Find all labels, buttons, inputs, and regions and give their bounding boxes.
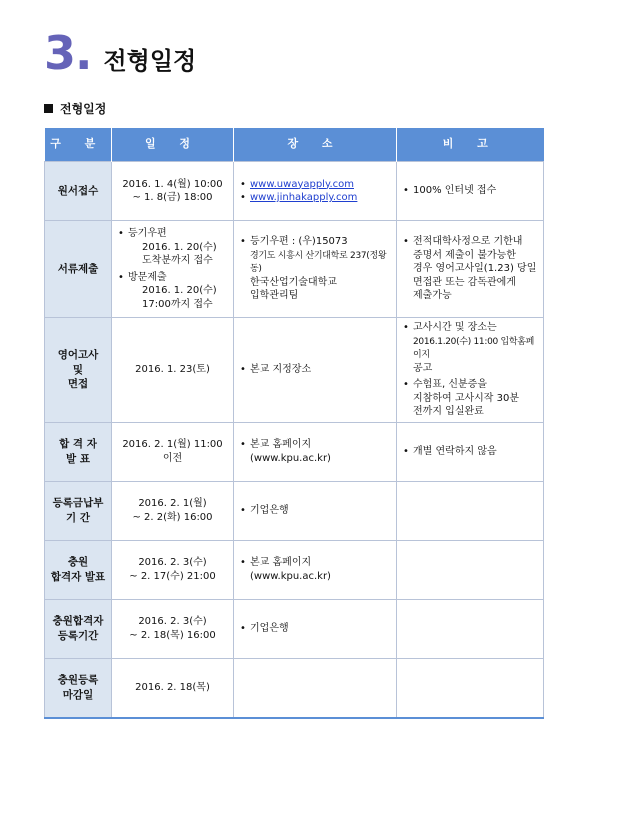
row-note: • 개별 연락하지 않음 bbox=[397, 422, 544, 481]
table-header-row bbox=[45, 128, 544, 162]
row-place: • 본교 지정장소 bbox=[234, 318, 397, 423]
section-number: 3. bbox=[44, 26, 92, 80]
subheading-text: 전형일정 bbox=[60, 102, 107, 116]
row-schedule: • 등기우편 2016. 1. 20(수) 도착분까지 접수 • 방문제출 2016. 1. 20(수) 17:00까지 접수 bbox=[112, 221, 234, 318]
table-row bbox=[45, 599, 544, 658]
table-row bbox=[45, 162, 544, 221]
row-category: 서류제출 bbox=[45, 221, 112, 318]
row-schedule: 2016. 1. 4(월) 10:00 ~ 1. 8(금) 18:00 bbox=[112, 162, 234, 221]
row-note bbox=[397, 481, 544, 540]
row-category: 충원 합격자 발표 bbox=[45, 540, 112, 599]
row-place: • 등기우편 : (우)15073 경기도 시흥시 산기대학로 237(정왕동) 한국산업기술대학교 입학관리팀 bbox=[234, 221, 397, 318]
uwayapply-link[interactable]: www.uwayapply.com bbox=[250, 178, 354, 190]
row-place: • 본교 홈페이지(www.kpu.ac.kr) bbox=[234, 540, 397, 599]
row-note: • 고사시간 및 장소는 2016.1.20(수) 11:00 입학홈페이지 공고 • 수험표, 신분증을 지참하여 고사시작 30분 전까지 입실완료 bbox=[397, 318, 544, 423]
row-category: 충원등록 마감일 bbox=[45, 658, 112, 718]
row-place: • 기업은행 bbox=[234, 599, 397, 658]
row-category: 등록금납부 기 간 bbox=[45, 481, 112, 540]
table-row bbox=[45, 481, 544, 540]
table-row bbox=[45, 318, 544, 423]
row-category: 충원합격자 등록기간 bbox=[45, 599, 112, 658]
schedule-table bbox=[44, 128, 544, 719]
table-row bbox=[45, 658, 544, 718]
jinhakapply-link[interactable]: www.jinhakapply.com bbox=[250, 192, 358, 203]
table-row bbox=[45, 540, 544, 599]
row-note: • 100% 인터넷 접수 bbox=[397, 162, 544, 221]
row-category: 원서접수 bbox=[45, 162, 112, 221]
row-schedule: 2016. 2. 1(월) ~ 2. 2(화) 16:00 bbox=[112, 481, 234, 540]
row-schedule: 2016. 2. 3(수) ~ 2. 17(수) 21:00 bbox=[112, 540, 234, 599]
row-note: • 전적대학사정으로 기한내 증명서 제출이 불가능한 경우 영어고사일(1.23) 당일 면접관 또는 감독관에게 제출가능 bbox=[397, 221, 544, 318]
row-schedule: 2016. 1. 23(토) bbox=[112, 318, 234, 423]
row-category: 영어고사 및 면접 bbox=[45, 318, 112, 423]
row-place bbox=[234, 162, 397, 221]
row-note bbox=[397, 540, 544, 599]
row-schedule: 2016. 2. 3(수) ~ 2. 18(목) 16:00 bbox=[112, 599, 234, 658]
header-category: 구 분 bbox=[45, 128, 112, 162]
row-note bbox=[397, 599, 544, 658]
square-bullet-icon bbox=[44, 104, 53, 113]
row-place: • 기업은행 bbox=[234, 481, 397, 540]
section-title: 전형일정 bbox=[103, 47, 197, 75]
table-row bbox=[45, 221, 544, 318]
header-place: 장 소 bbox=[234, 128, 397, 162]
header-schedule: 일 정 bbox=[112, 128, 234, 162]
row-place: • 본교 홈페이지(www.kpu.ac.kr) bbox=[234, 422, 397, 481]
section-heading bbox=[44, 26, 196, 80]
row-place bbox=[234, 658, 397, 718]
row-schedule: 2016. 2. 1(월) 11:00 이전 bbox=[112, 422, 234, 481]
row-schedule: 2016. 2. 18(목) bbox=[112, 658, 234, 718]
row-category: 합 격 자 발 표 bbox=[45, 422, 112, 481]
table-row bbox=[45, 422, 544, 481]
row-note bbox=[397, 658, 544, 718]
header-note: 비 고 bbox=[397, 128, 544, 162]
subheading bbox=[44, 100, 106, 117]
